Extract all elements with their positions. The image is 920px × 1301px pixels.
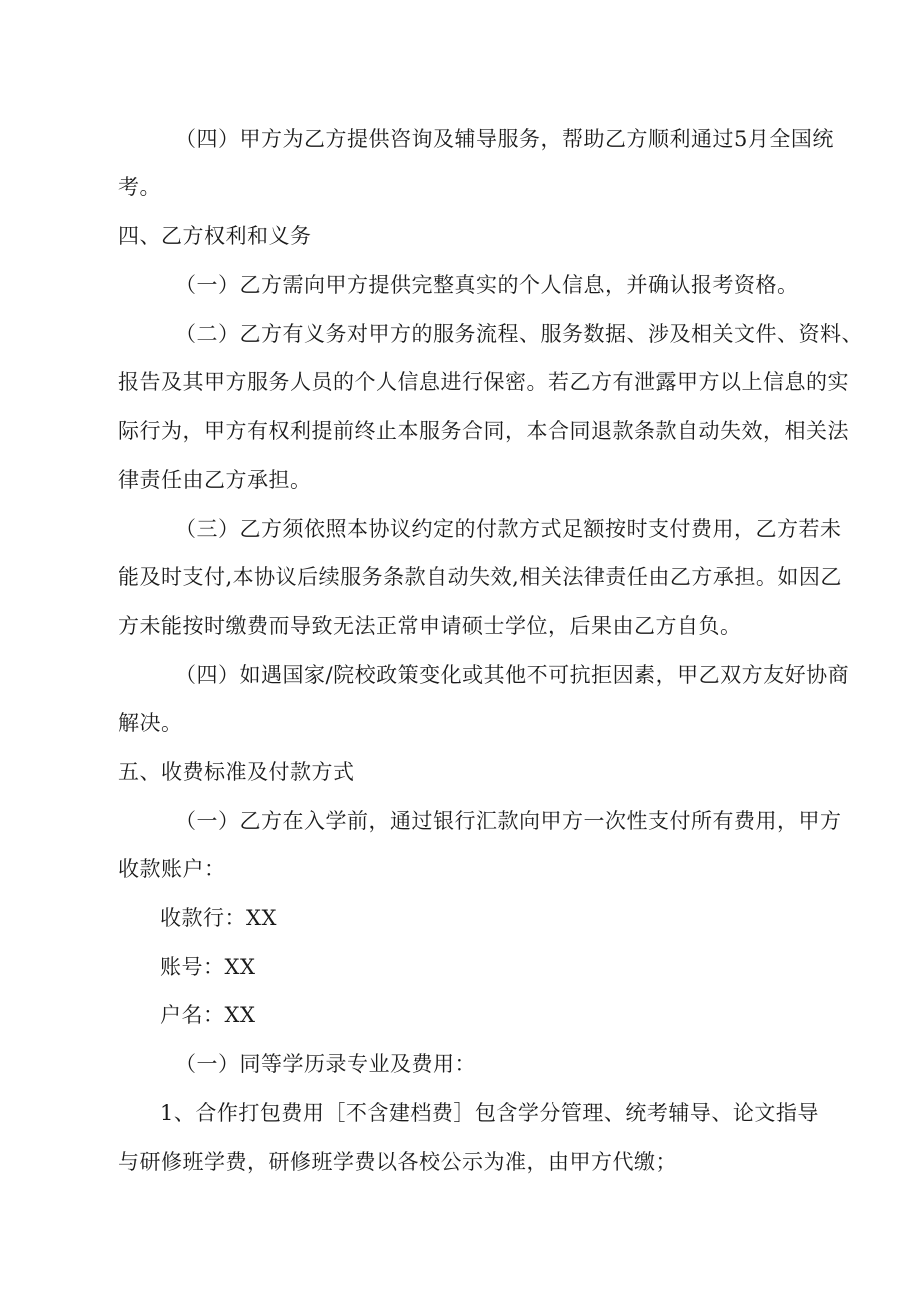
section-heading: 四、乙方权利和义务: [118, 224, 312, 248]
paragraph-line: 解决。: [118, 711, 183, 735]
paragraph-line: 方未能按时缴费而导致无法正常申请硕士学位，后果由乙方自负。: [118, 614, 742, 638]
paragraph-line: （二）乙方有义务对甲方的服务流程、服务数据、涉及相关文件、资料、: [175, 322, 863, 346]
paragraph-line: 收款账户：: [118, 857, 226, 881]
paragraph-line: 报告及其甲方服务人员的个人信息进行保密。若乙方有泄露甲方以上信息的实: [118, 370, 849, 394]
paragraph-line: 1、合作打包费用［不含建档费］包含学分管理、统考辅导、论文指导: [160, 1101, 819, 1125]
paragraph-line: 际行为，甲方有权利提前终止本服务合同，本合同退款条款自动失效，相关法: [118, 419, 849, 443]
paragraph-line: （一）同等学历录专业及费用：: [175, 1052, 476, 1076]
paragraph-line: （三）乙方须依照本协议约定的付款方式足额按时支付费用，乙方若未: [175, 517, 842, 541]
paragraph-line: 与研修班学费，研修班学费以各校公示为准，由甲方代缴；: [118, 1150, 677, 1174]
paragraph-line: （四）甲方为乙方提供咨询及辅导服务，帮助乙方顺利通过5月全国统: [175, 127, 834, 151]
paragraph-line: （一）乙方在入学前，通过银行汇款向甲方一次性支付所有费用，甲方: [175, 809, 842, 833]
account-number-line: 账号：XX: [160, 955, 256, 979]
paragraph-line: 律责任由乙方承担。: [118, 468, 312, 492]
section-heading: 五、收费标准及付款方式: [118, 760, 355, 784]
paragraph-line: 考。: [118, 175, 161, 199]
account-bank-line: 收款行：XX: [160, 906, 277, 930]
account-name-line: 户名：XX: [160, 1003, 256, 1027]
paragraph-line: 能及时支付,本协议后续服务条款自动失效,相关法律责任由乙方承担。如因乙: [118, 565, 842, 589]
paragraph-line: （一）乙方需向甲方提供完整真实的个人信息，并确认报考资格。: [175, 273, 799, 297]
paragraph-line: （四）如遇国家/院校政策变化或其他不可抗拒因素，甲乙双方友好协商: [175, 663, 850, 687]
